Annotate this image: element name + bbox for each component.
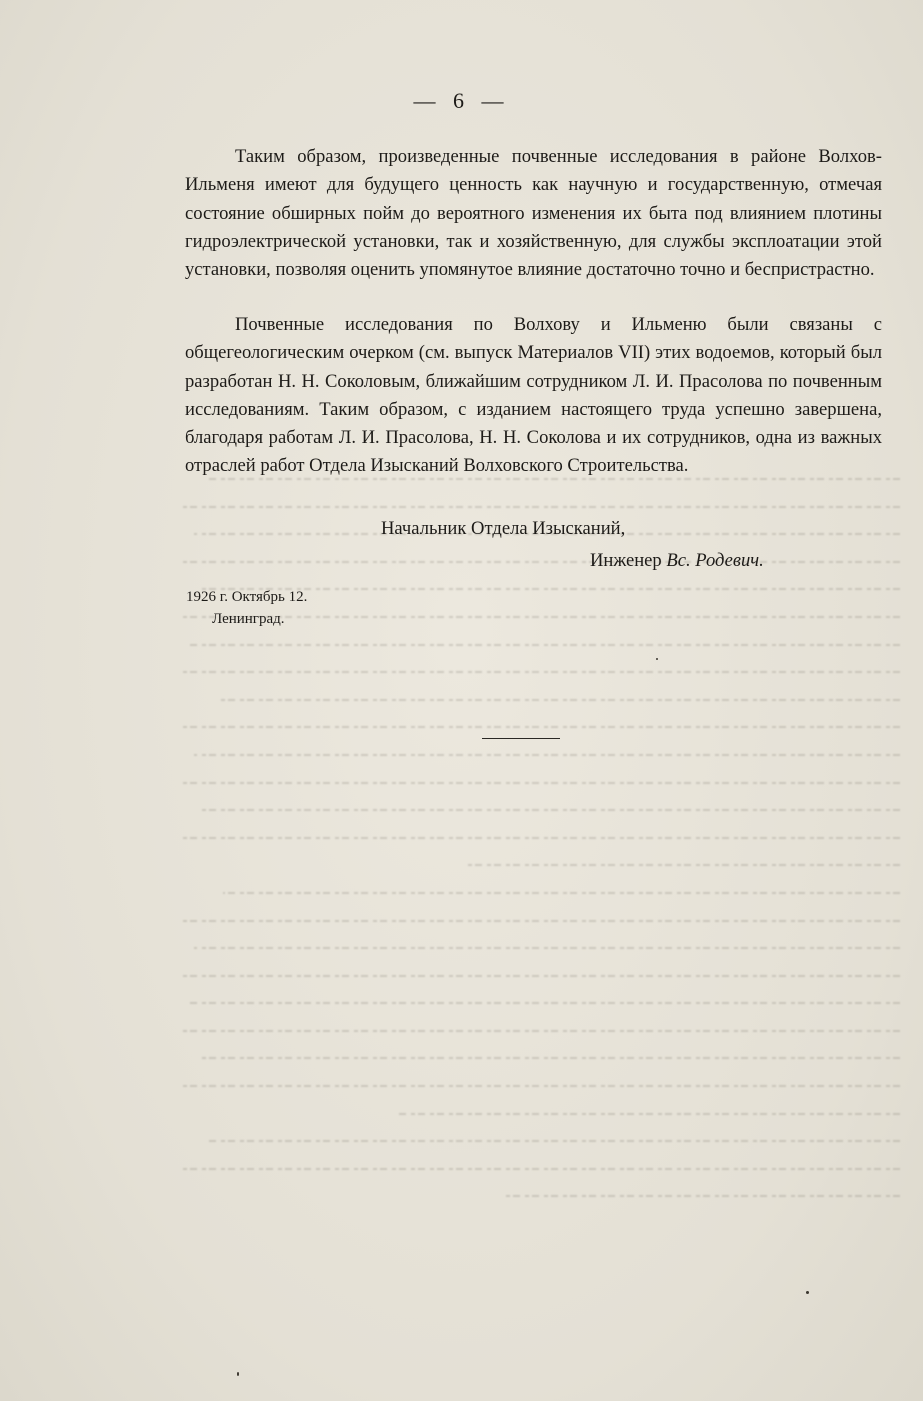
signature-position: Начальник Отдела Изысканий, [381,518,626,539]
ink-speck [806,1291,809,1294]
ink-speck [656,658,658,660]
page-number: — 6 — [413,88,510,113]
divider-rule [482,738,560,739]
place-line: Ленинград. [212,611,285,627]
signature-name: Вс. Родевич. [666,550,764,571]
signature-title: Инженер [590,550,662,571]
paragraph-2 [185,311,882,481]
ink-speck [237,1372,239,1376]
date-line: 1926 г. Октябрь 12. [186,589,308,605]
paragraph-2-text: Почвенные исследования по Волхову и Ильменю были связаны с общегеологическим очерком (см. выпуск Материалов VII) этих водоемов, который был разработан Н. Н. Соколовым, ближайшим сотрудником Л. И. Прасолова по почвенным исследованиям. Таким образом, с изданием настоящего труда успешно завершена, благодаря работам Л. И. Прасолова, Н. Н. Соколова и их сотрудников, одна из важных отраслей работ Отдела Изысканий Волховского Строительства. [185,314,882,477]
signature-block [590,550,764,572]
paragraph-1 [185,143,882,284]
paragraph-1-text: Таким образом, произведенные почвенные исследования в районе Волхов-Ильменя имеют для будущего ценность как научную и государственную, отмечая состояние обширных пойм до вероятного изменения их быта под влиянием плотины гидроэлектрической установки, так и хозяйственную, для службы эксплоатации этой установки, позволяя оценить упомянутое влияние достаточно точно и беспристрастно. [185,146,882,281]
